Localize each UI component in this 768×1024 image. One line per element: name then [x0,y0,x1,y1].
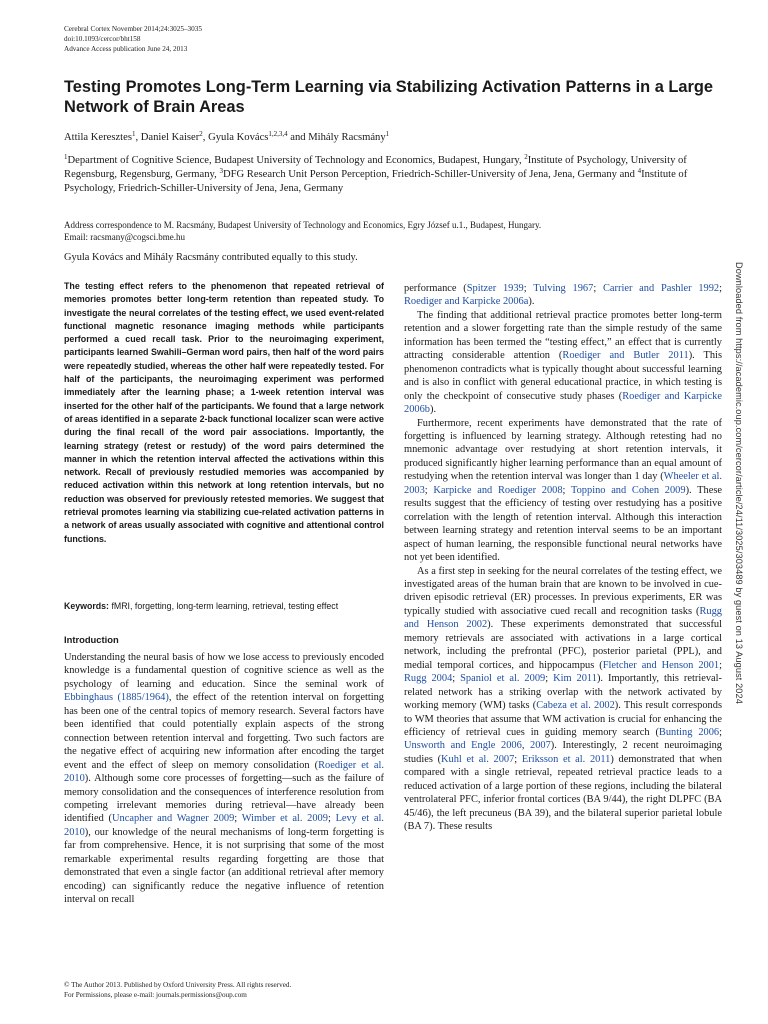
body-text: As a first step in seeking for the neural correlates of the testing effect, we investigated areas of the human brain that are known to be involved in cue-driven episodic retrieval (ER) processes. In previous experiments, ER was typically studied with associative cued recall and recognition tasks ( [404,565,722,617]
citation-link[interactable]: 2007 [530,740,551,752]
body-text-left-column [64,651,384,907]
correspondence-email[interactable]: Email: racsmany@cogsci.bme.hu [64,232,186,243]
body-text: Understanding the neural basis of how we lose access to previously encoded knowledge is a fundamental question of cognitive science as well as the psychology of learning and education. Since the seminal work of [64,652,384,690]
body-text: The finding that additional retrieval practice promotes better long-term retention and a slower forgetting rate than the simple restudy of the same information has been termed the “testing effect,” an effect that is currently attracting considerable attention ( [404,309,722,362]
keywords [64,600,384,612]
author-separator: and [287,132,309,143]
citation-link[interactable]: Uncapher and Wagner 2009 [112,813,235,825]
citation-link[interactable]: Wimber et al. 2009 [241,813,328,825]
body-text: ; [327,813,336,825]
body-paragraph [404,417,722,565]
journal-citation: Cerebral Cortex November 2014;24:3025–3035 [64,25,202,33]
body-text: ; [545,673,554,685]
citation-link[interactable]: Levy et al. 2010 [64,813,384,838]
author-affiliation-marker: 1,2,3,4 [268,130,288,138]
citation-link[interactable]: Karpicke and Roediger 2008 [433,484,563,496]
body-text: Furthermore, recent experiments have demonstrated that the rate of forgetting is influenced by learning strategy. Although retesting had no mnemonic advantage over restudying at short retention intervals, it produced significantly higher learning performance than an equal amount of restudying when the retention interval was longer than 1 day ( [404,417,722,483]
keywords-text: fMRI, forgetting, long-term learning, retrieval, testing effect [111,601,339,611]
citation-link[interactable]: Wheeler et al. 2003 [404,471,722,496]
citation-link[interactable]: Carrier and Pashler 1992 [602,283,720,294]
article-title: Testing Promotes Long-Term Learning via Stabilizing Activation Patterns in a Large Network of Brain Areas [64,78,714,116]
body-text: ) demonstrated that when compared with a single retrieval, repeated retrieval practice leads to a reduced activation of a large portion of these regions, including the bilateral ventrolateral PFC, inferior frontal cortices (BA 9/44), the right DLPFC (BA 45/46), the left precuneus (BA 39), and the bilateral superior parietal lobule (BA 7). These results [404,753,722,833]
body-text: ). [528,296,535,308]
body-paragraph [404,282,722,309]
download-watermark [733,262,745,772]
permissions-notice: For Permissions, please e-mail: journals.permissions@oup.com [64,991,247,1000]
author-name: Mihály Racsmány [308,132,386,143]
body-text: ; [514,753,522,765]
body-paragraph [404,309,722,417]
citation-link[interactable]: Kuhl et al. 2007 [441,753,515,765]
copyright-notice: © The Author 2013. Published by Oxford University Press. All rights reserved. [64,981,292,989]
body-text: ; [424,484,434,496]
author-name: Gyula Kovács [208,132,269,143]
body-text: ). These results suggest that the efficiency of testing over restudying has a positive correlation with the length of retention interval. Although this interaction between learning strategy and retention interval seems to be an important aspect of human learning, the responsible functional neural networks have not yet been identified. [404,484,722,564]
download-note-text: Downloaded from https://academic.oup.com/cercor/article/24/11/3025/303489 by guest on 13 August 2024 [734,262,744,704]
contribution-note: Gyula Kovács and Mihály Racsmány contributed equally to this study. [64,252,358,263]
citation-link[interactable]: Roediger and Karpicke 2006a [404,296,529,308]
citation-link[interactable]: Spaniol et al. 2009 [460,673,546,685]
body-text: ; [719,726,723,738]
correspondence [64,219,724,244]
author-separator: , [135,132,141,143]
body-text: ; [719,659,722,671]
body-paragraph [404,565,722,834]
affiliations: $^1$Department of Cognitive Science, Budapest University of Technology and Economics, Budapest, Hungary, $^2$Institute of Psychology, University of Regensburg, Regensburg, Germany, $^3$DFG Research Unit Person Perception, Friedrich-Schiller-University of Jena, Jena, Germany and $^4$Institute of Psychology, Friedrich-Schiller-University of Jena, Jena, Germany [64,153,688,195]
citation-link[interactable]: Roediger et al. 2010 [64,759,384,785]
citation-link[interactable]: Rugg 2004 [404,673,453,685]
author-affiliation-marker: 1 [131,130,136,138]
affiliation-3: DFG Research Unit Person Perception, Friedrich-Schiller-University of Jena, Jena, Germany and [222,169,638,181]
body-text: ; [593,283,603,294]
citation-link[interactable]: Tulving 1967 [533,283,594,294]
body-text: performance ( [404,283,467,294]
body-text: ; [452,673,461,685]
body-text: ). This result corresponds to WM theories that assume that WM activation is crucial for enhancing the efficiency of retrieval cues in guiding memory search ( [404,700,722,738]
body-text: , [521,740,531,752]
introduction-heading: Introduction [64,634,119,645]
abstract: The testing effect refers to the phenomenon that repeated retrieval of memories promotes better long-term retention than repeated study. To investigate the neural correlates of the testing effect, we used event-related functional magnetic resonance imaging methods while participants performed a cued recall task. Prior to the neuroimaging experiment, participants learned Swahili–German word pairs, then half of the word pairs were repeatedly studied, whereas the other half were repeatedly tested. For half of the participants, the neuroimaging experiment was performed immediately after the learning phase; a 1-week retention interval was inserted for the other half of the participants. We found that a large network of areas identified in a separate 2-back functional localizer scan were active during the final recall of the word pair associations. Importantly, the learning strategy (retest or restudy) of the word pairs determined the manner in which the retention interval affected the activations within this network. Recall of previously restudied memories was accompanied by reduced activation within this network at long retention intervals, but no reduction was observed for previously retested memories. We suggest that retrieval promotes learning via stabilizing cue-related activation patterns in a network of areas usually associated with cognitive and attentional control functions. [64,281,384,544]
citation-link[interactable]: Ebbinghaus (1885/1964) [64,692,169,704]
citation-link[interactable]: Roediger and Karpicke 2006b [404,390,722,416]
body-text: ; [719,283,722,294]
footer [64,980,291,1001]
affiliation-1: Department of Cognitive Science, Budapest University of Technology and Economics, Budapest, Hungary, [67,155,525,166]
affiliation-2: Institute of Psychology, University of Regensburg, Regensburg, Germany, [64,155,687,181]
author-affiliation-marker: 1 [385,130,390,138]
body-text: , the effect of the retention interval on forgetting has been one of the central topics of memory research. Several factors have been identified that could potentially explain aspects of the strong connection between retention interval and forgetting. Two such factors are the negative effect of acquiring new information after encoding the target event and the effect of sleep on memory consolidation ( [64,692,384,771]
body-text: ). These experiments demonstrated that successful memory retrievals are associated with activations in a large cortical network, including the prefrontal (PFC), posterior parietal (PPL), and medial temporal cortices, and hippocampus ( [404,619,722,671]
body-text: ). This phenomenon contradicts what is typically thought about successful learning and is also in conflict with general educational practice, in which testing is only the checkpoint of consecutive study phases ( [404,350,722,402]
doi-link[interactable]: doi:10.1093/cercor/bht158 [64,34,141,43]
author-name: Attila Keresztes [64,132,132,143]
citation-link[interactable]: Rugg and Henson 2002 [404,605,722,631]
author-list [64,131,389,145]
author-separator: , [202,132,209,143]
body-text: ). [429,404,437,416]
affiliation-4: Institute of Psychology, Friedrich-Schiller-University of Jena, Jena, Germany [64,169,688,195]
body-text: ; [562,484,571,496]
citation-link[interactable]: Fletcher and Henson 2001 [602,659,720,671]
citation-link[interactable]: Roediger and Butler 2011 [562,350,689,362]
body-text: ; [523,283,534,294]
body-text: ). Interestingly, 2 recent neuroimaging studies ( [404,740,722,765]
correspondence-address: Address correspondence to M. Racsmány, Budapest University of Technology and Economics, Egry József u.1., Budapest, Hungary. [64,220,542,230]
citation-link[interactable]: Toppino and Cohen 2009 [570,484,686,496]
body-paragraph [64,651,384,907]
citation-link[interactable]: Cabeza et al. 2002 [536,700,615,712]
citation-link[interactable]: Eriksson et al. 2011 [521,753,611,765]
body-text: ; [234,813,242,825]
author-name: Daniel Kaiser [140,132,200,143]
author-affiliation-marker: 2 [199,130,203,138]
body-text-right-column [404,282,722,834]
citation-link[interactable]: Kim 2011 [553,673,597,685]
citation-link[interactable]: Unsworth and Engle 2006 [404,740,522,752]
journal-header [64,25,202,54]
advance-access-note: Advance Access publication June 24, 2013 [64,44,188,53]
body-text: ). Importantly, this retrieval-related network has a striking overlap with the network activated by working memory (WM) tasks ( [404,673,723,712]
body-text: ). Although some core processes of forgetting—such as the failure of memory consolidation and the consequences of interference resolution from competing irrelevant memories during retrieval—have already been identified ( [64,773,384,825]
keywords-label: Keywords: [64,601,109,611]
citation-link[interactable]: Bunting 2006 [658,726,720,738]
citation-link[interactable]: Spitzer 1939 [466,283,524,294]
body-text: ), our knowledge of the neural mechanisms of long-term forgetting is far from comprehensive. Hence, it is not surprising that some of the most remarkable experimental results regarding forgetting are those that demonstrated that even a single factor (an additional retrieval after memory encoding) can significantly reduce the negative influence of retention interval on recall [64,826,384,906]
